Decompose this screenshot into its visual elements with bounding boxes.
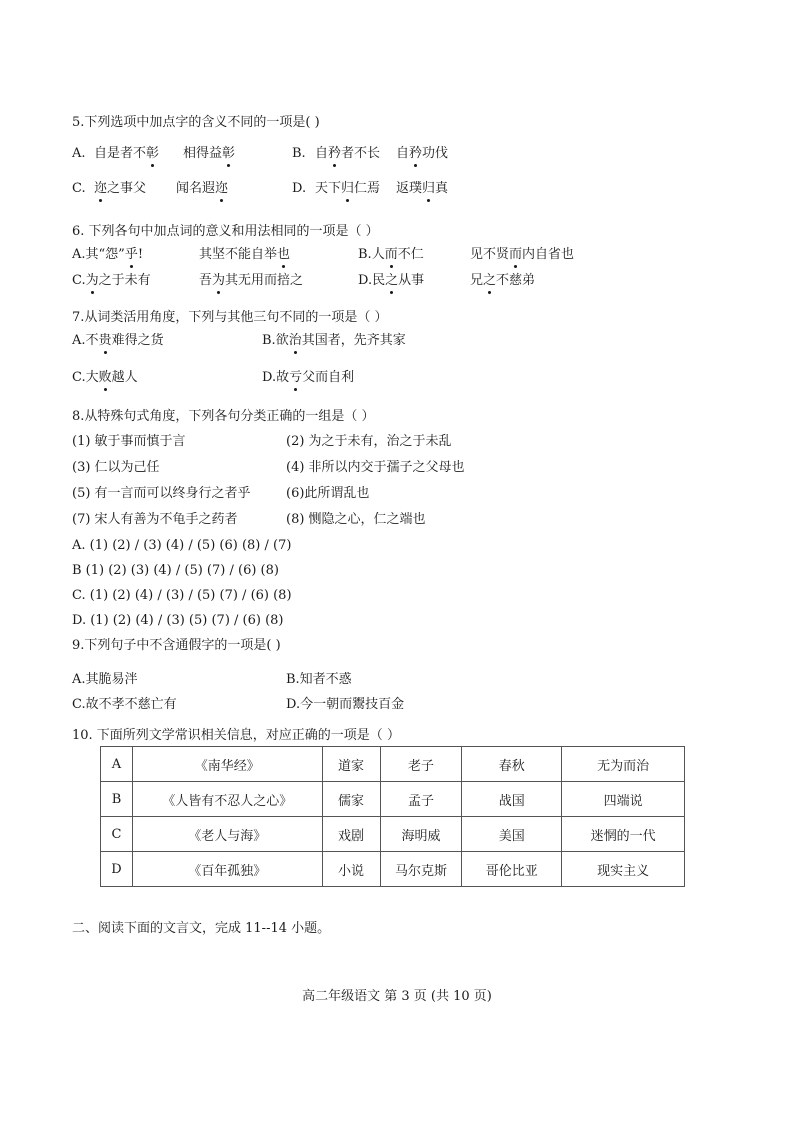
table-cell: 战国 — [462, 782, 562, 817]
table-cell: 小说 — [322, 852, 380, 887]
q6-option-d: D.民之从事 — [358, 273, 425, 288]
section-2-heading: 二、阅读下面的文言文，完成 11--14 小题。 — [72, 921, 331, 936]
q7-option-d: D.故亏父而自利 — [262, 370, 355, 385]
q5-option-a-phrase2: 相得益彰 — [183, 146, 236, 161]
q6-option-a-phrase2: 其坚不能自举也 — [199, 247, 291, 262]
q8-option-d: D. (1) (2) (4) / (3) (5) (7) / (6) (8) — [72, 613, 284, 628]
q5-option-c-label: C. — [72, 181, 86, 196]
table-cell: 马尔克斯 — [380, 852, 462, 887]
q6-option-b-phrase2: 见不贤而内自省也 — [470, 247, 575, 262]
table-cell: 无为而治 — [562, 747, 685, 782]
table-cell: 美国 — [462, 817, 562, 852]
table-cell: 戏剧 — [322, 817, 380, 852]
q5-option-b-phrase2: 自矜功伐 — [396, 146, 449, 161]
literature-table — [100, 746, 685, 887]
table-cell: 现实主义 — [562, 852, 685, 887]
table-cell: 四端说 — [562, 782, 685, 817]
table-row — [101, 852, 685, 887]
table-cell: 海明威 — [380, 817, 462, 852]
table-cell: 儒家 — [322, 782, 380, 817]
q9-option-a: A.其脆易泮 — [72, 672, 138, 687]
q8-item: (5) 有一言而可以终身行之者乎 — [72, 486, 251, 501]
q8-item: (4) 非所以内交于孺子之父母也 — [286, 460, 465, 475]
question-5-stem: 5.下列选项中加点字的含义不同的一项是( ) — [72, 115, 320, 130]
table-cell: 《人皆有不忍人之心》 — [132, 782, 322, 817]
q6-option-d-phrase2: 兄之不慈弟 — [470, 273, 536, 288]
q8-item: (1) 敏于事而慎于言 — [72, 434, 186, 449]
q6-option-a: A.其“怨”乎! — [72, 247, 144, 262]
q6-option-b: B.人而不仁 — [358, 247, 424, 262]
question-7-stem: 7.从词类活用角度，下列与其他三句不同的一项是（ ） — [72, 310, 388, 325]
q5-option-d-phrase2: 返璞归真 — [396, 181, 449, 196]
q9-option-c: C.故不孝不慈亡有 — [72, 697, 177, 712]
q8-option-a: A. (1) (2) / (3) (4) / (5) (6) (8) / (7) — [72, 538, 292, 553]
q5-option-b-label: B. — [292, 146, 306, 161]
table-cell: 哥伦比亚 — [462, 852, 562, 887]
q8-option-c: C. (1) (2) (4) / (3) / (5) (7) / (6) (8) — [72, 588, 292, 603]
q5-option-c-phrase1: 迩之事父 — [94, 181, 147, 196]
table-row — [101, 817, 685, 852]
table-cell: 老子 — [380, 747, 462, 782]
page-footer: 高二年级语文 第 3 页 (共 10 页) — [302, 989, 492, 1004]
q8-item: (7) 宋人有善为不龟手之药者 — [72, 512, 238, 527]
q5-option-a-label: A. — [72, 146, 86, 161]
q9-option-d: D.今一朝而鬻技百金 — [286, 697, 405, 712]
q8-item: (2) 为之于未有，治之于未乱 — [286, 434, 452, 449]
question-9-stem: 9.下列句子中不含通假字的一项是( ) — [72, 638, 281, 653]
q9-option-b: B.知者不惑 — [286, 672, 352, 687]
q5-option-a-phrase1: 自是者不彰 — [94, 146, 160, 161]
question-8-stem: 8.从特殊句式角度，下列各句分类正确的一组是（ ） — [72, 409, 375, 424]
table-row — [101, 782, 685, 817]
q6-option-c: C.为之于未有 — [72, 273, 151, 288]
table-cell: 《百年孤独》 — [132, 852, 322, 887]
q5-option-d-label: D. — [292, 181, 307, 196]
question-6-stem: 6. 下列各句中加点词的意义和用法相同的一项是（ ） — [72, 224, 379, 239]
q8-option-b: B (1) (2) (3) (4) / (5) (7) / (6) (8) — [72, 563, 279, 578]
table-cell: C — [101, 817, 133, 852]
q8-item: (6)此所谓乱也 — [286, 486, 370, 501]
table-cell: 《南华经》 — [132, 747, 322, 782]
table-cell: 孟子 — [380, 782, 462, 817]
table-cell: 道家 — [322, 747, 380, 782]
q7-option-b: B.欲治其国者，先齐其家 — [262, 333, 406, 348]
q8-item: (8) 恻隐之心，仁之端也 — [286, 512, 426, 527]
table-cell: 春秋 — [462, 747, 562, 782]
table-cell: B — [101, 782, 133, 817]
q8-item: (3) 仁以为己任 — [72, 460, 160, 475]
q5-option-b-phrase1: 自矜者不长 — [315, 146, 381, 161]
q7-option-c: C.大败越人 — [72, 370, 138, 385]
table-cell: D — [101, 852, 133, 887]
question-10-stem: 10. 下面所列文学常识相关信息，对应正确的一项是（ ） — [72, 728, 400, 743]
q7-option-a: A.不贵难得之货 — [72, 333, 164, 348]
q6-option-c-phrase2: 吾为其无用而掊之 — [199, 273, 304, 288]
table-cell: A — [101, 747, 133, 782]
q5-option-c-phrase2: 闻名遐迩 — [176, 181, 229, 196]
table-row — [101, 747, 685, 782]
table-cell: 《老人与海》 — [132, 817, 322, 852]
q5-option-d-phrase1: 天下归仁焉 — [315, 181, 381, 196]
table-cell: 迷惘的一代 — [562, 817, 685, 852]
